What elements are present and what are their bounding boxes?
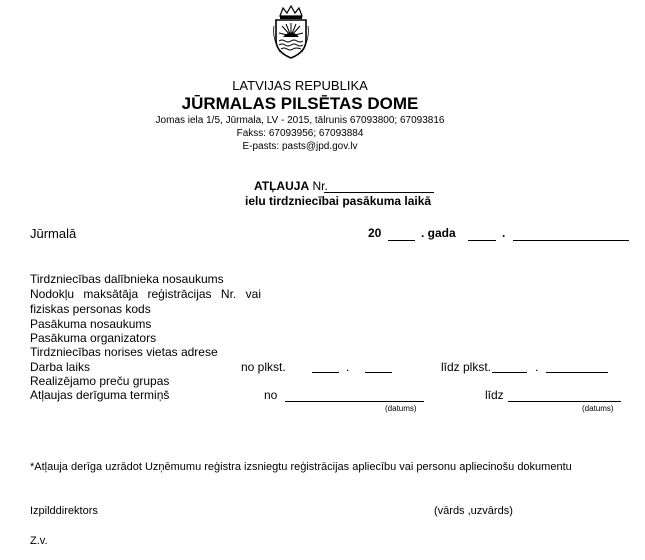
permit-subtitle: ielu tirdzniecībai pasākuma laikā xyxy=(245,194,432,208)
council-address: Jomas iela 1/5, Jūrmala, LV - 2015, tālrunis 67093800; 67093816 xyxy=(155,115,445,126)
year-line[interactable] xyxy=(388,240,415,241)
from-minute-line[interactable] xyxy=(365,372,392,373)
until-minute-line[interactable] xyxy=(546,372,608,373)
republic-heading: LATVIJAS REPUBLIKA xyxy=(232,78,368,93)
permit-title-line xyxy=(254,179,328,193)
until-time-label: līdz plkst. xyxy=(441,360,492,374)
from-time-label: no plkst. xyxy=(241,360,286,374)
permit-number-line[interactable] xyxy=(324,192,434,193)
permit-number-label: Nr. xyxy=(312,179,328,193)
validity-label: Atļaujas derīguma termiņš xyxy=(30,388,170,402)
validity-from-line[interactable] xyxy=(285,401,424,402)
day-line[interactable] xyxy=(468,240,496,241)
trade-address-label: Tirdzniecības norises vietas adrese xyxy=(30,345,218,359)
event-name-label: Pasākuma nosaukums xyxy=(30,317,152,331)
event-organizer-label: Pasākuma organizators xyxy=(30,331,157,345)
year-prefix: 20 xyxy=(368,226,382,240)
work-time-label: Darba laiks xyxy=(30,360,91,374)
until-time-dot: . xyxy=(535,360,539,374)
place-label: Jūrmalā xyxy=(30,226,77,241)
date-dot: . xyxy=(502,226,506,240)
participant-name-label: Tirdzniecības dalībnieka nosaukums xyxy=(30,272,224,286)
director-label: Izpilddirektors xyxy=(30,505,98,517)
gada-label: . gada xyxy=(421,226,456,240)
council-title: JŪRMALAS PILSĒTAS DOME xyxy=(181,94,419,113)
from-hour-line[interactable] xyxy=(312,372,339,373)
validity-until-label: līdz xyxy=(485,388,504,402)
name-surname-label: (vārds ,uzvārds) xyxy=(434,505,513,517)
council-email: E-pasts: pasts@jpd.gov.lv xyxy=(242,141,358,152)
month-line[interactable] xyxy=(513,240,629,241)
validity-from-hint: (datums) xyxy=(385,404,417,413)
validity-note: *Atļauja derīga uzrādot Uzņēmumu reģistra izsniegtu reģistrācijas apliecību vai personu apliecinošu dokumentu xyxy=(30,461,572,473)
jurmala-coat-of-arms-icon xyxy=(270,4,312,60)
tax-reg-label-line2: fiziskas personas kods xyxy=(30,302,151,316)
goods-group-label: Realizējamo preču grupas xyxy=(30,374,170,388)
seal-label: Z.v. xyxy=(30,535,48,547)
permit-title: ATĻAUJA xyxy=(254,179,310,193)
council-fax: Fakss: 67093956; 67093884 xyxy=(236,128,364,139)
validity-from-label: no xyxy=(264,388,278,402)
until-hour-line[interactable] xyxy=(492,372,527,373)
from-time-dot: . xyxy=(346,360,350,374)
tax-reg-label-line1: Nodokļu maksātāja reģistrācijas Nr. vai xyxy=(30,287,261,301)
validity-until-line[interactable] xyxy=(508,401,621,402)
validity-until-hint: (datums) xyxy=(582,404,614,413)
